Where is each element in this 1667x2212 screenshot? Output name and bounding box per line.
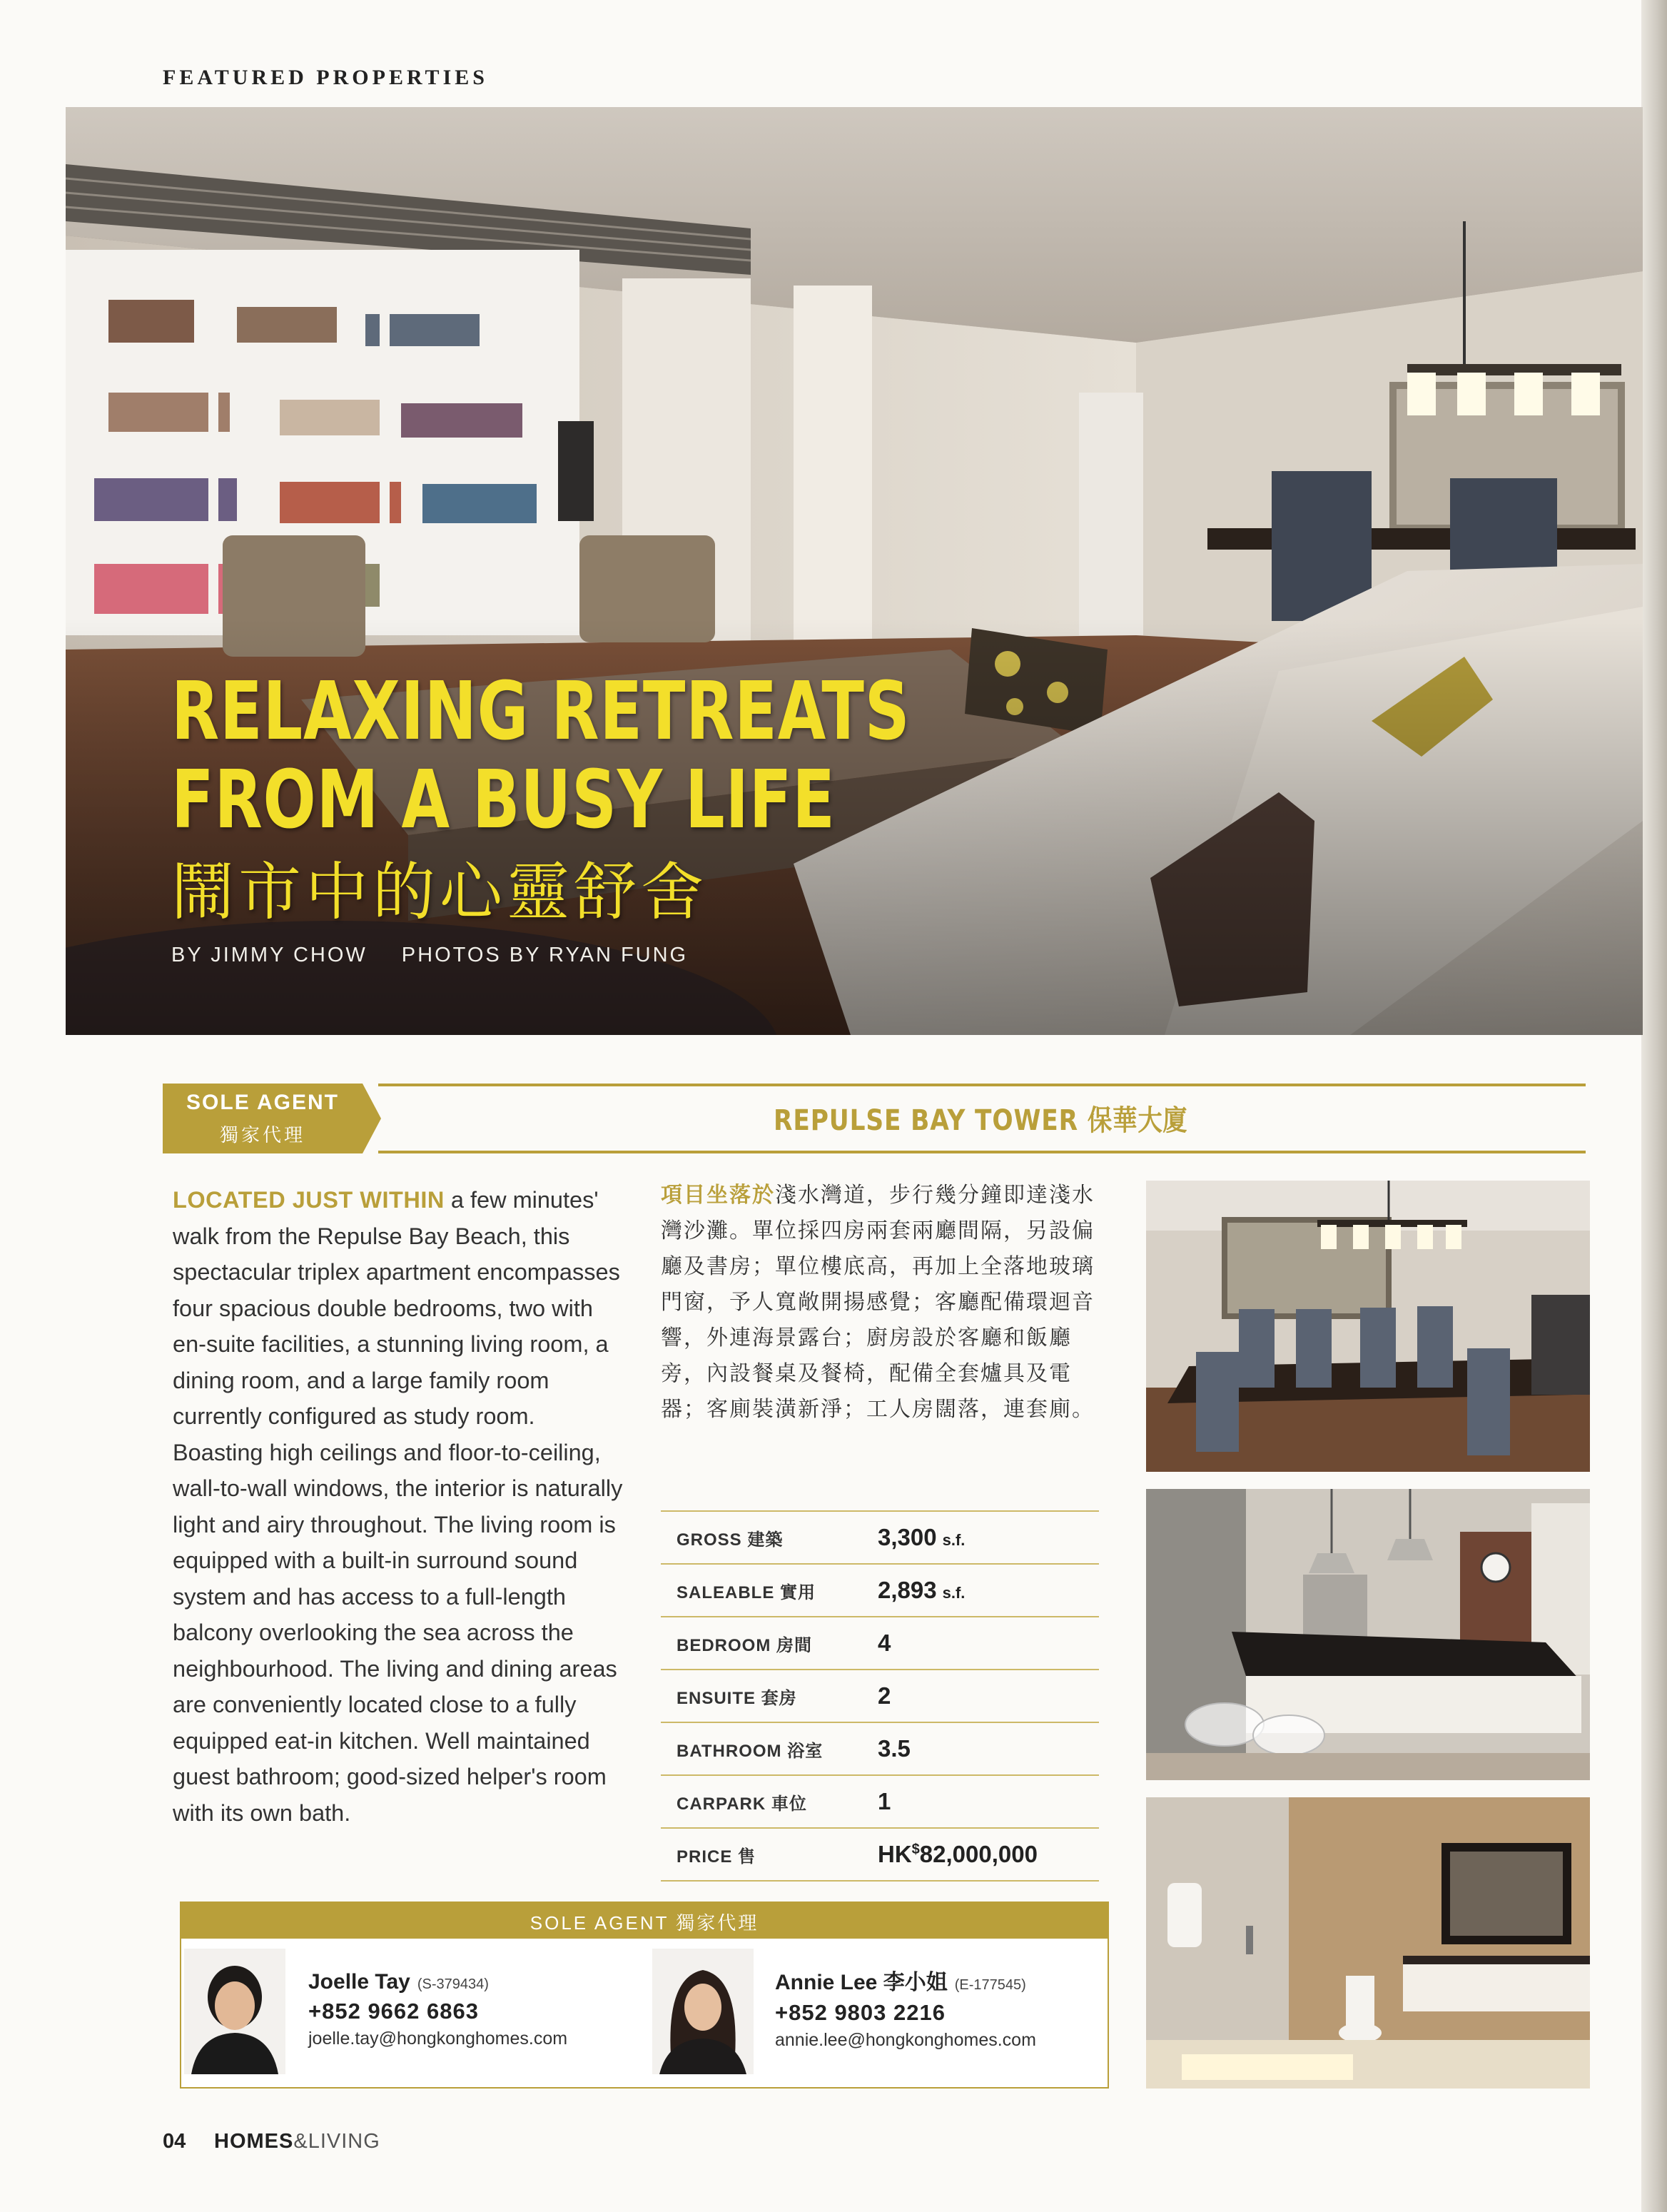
- fact-row-saleable: [661, 1563, 1099, 1616]
- divider-bottom: [378, 1151, 1586, 1153]
- page-binding-edge: [1641, 0, 1667, 2212]
- fact-row-bathroom: [661, 1722, 1099, 1774]
- sole-agent-tag-arrow: [363, 1084, 381, 1153]
- description-cn-lead: 項目坐落於: [661, 1183, 775, 1208]
- fact-row-carpark: [661, 1774, 1099, 1827]
- fact-value: 2: [878, 1682, 891, 1709]
- agent-photo-joelle: [184, 1949, 285, 2074]
- fact-label: GROSS 建築: [677, 1530, 784, 1550]
- sole-agent-tag-cn: 獨家代理: [219, 1124, 305, 1146]
- fact-label: ENSUITE 套房: [677, 1688, 797, 1708]
- fact-value: 2,893 s.f.: [878, 1577, 966, 1603]
- agent-phone[interactable]: +852 9803 2216: [775, 2000, 946, 2025]
- agent-card-joelle: [308, 1970, 567, 2049]
- headline-chinese: 鬧市中的心靈舒舍: [171, 855, 709, 929]
- agent-name: Annie Lee 李小姐 (E-177545): [775, 1971, 1026, 1994]
- fact-label: BEDROOM 房間: [677, 1635, 812, 1655]
- description-cn-text: 淺水灣道，步行幾分鐘即達淺水灣沙灘。單位採四房兩套兩廳間隔，另設偏廳及書房；單位樓底高，再加上全落地玻璃門窗，予人寬敞開揚感覺；客廳配備環迴音響，外連海景露台；廚房設於客廳和飯廳旁，內設餐桌及餐椅，配備全套爐具及電器；客廁裝潢新淨；工人房闊落，連套廁。: [661, 1183, 1095, 1422]
- property-facts-table: [661, 1510, 1099, 1882]
- fact-value: HK$82,000,000: [878, 1841, 1038, 1867]
- fact-row-gross: [661, 1510, 1099, 1563]
- agent-email[interactable]: joelle.tay@hongkonghomes.com: [308, 2029, 568, 2049]
- fact-label: SALEABLE 實用: [677, 1582, 816, 1602]
- agent-bar-label: SOLE AGENT 獨家代理: [530, 1912, 759, 1934]
- fact-row-price: [661, 1827, 1099, 1882]
- fact-value: 1: [878, 1788, 891, 1814]
- byline-author: BY JIMMY CHOW: [171, 944, 368, 966]
- headline-line-1: RELAXING RETREATS: [171, 665, 911, 758]
- fact-value: 3.5: [878, 1735, 911, 1762]
- property-title: REPULSE BAY TOWER 保華大廈: [774, 1104, 1188, 1137]
- headline: [171, 665, 911, 847]
- headline-line-2: FROM A BUSY LIFE: [171, 754, 836, 847]
- agent-photo-annie: [652, 1949, 754, 2074]
- bathroom-photo: [1146, 1797, 1590, 2089]
- description-text: a few minutes' walk from the Repulse Bay Beach, this spectacular triplex apartment encompasses four spacious double bedrooms, two with en-suite facilities, a stunning living room, a dining room, and a large family room currently configured as study room. Boasting high ceilings and floor-to-ceiling, wall-to-wall windows, the interior is naturally light and airy throughout. The living room is equipped with a built-in surround sound system and has access to a full-length balcony overlooking the sea across the neighbourhood. The living and dining areas are conveniently located close to a fully equipped eat-in kitchen. Well maintained guest bathroom; good-sized helper's room with its own bath.: [173, 1187, 623, 1826]
- byline-photos: PHOTOS BY RYAN FUNG: [401, 944, 689, 966]
- agent-name: Joelle Tay (S-379434): [308, 1970, 489, 1994]
- agent-phone[interactable]: +852 9662 6863: [308, 1999, 479, 2024]
- fact-row-ensuite: [661, 1669, 1099, 1722]
- dining-room-photo: [1146, 1181, 1590, 1472]
- divider-top: [378, 1084, 1586, 1086]
- fact-row-bedroom: [661, 1616, 1099, 1669]
- fact-label: CARPARK 車位: [677, 1794, 807, 1814]
- description-english: [173, 1182, 629, 1831]
- agent-email[interactable]: annie.lee@hongkonghomes.com: [775, 2030, 1036, 2050]
- magazine-brand: HOMES&LIVING: [214, 2130, 380, 2153]
- section-label: FEATURED PROPERTIES: [163, 66, 488, 89]
- byline: [171, 944, 722, 967]
- sole-agent-tag-en: SOLE AGENT: [186, 1091, 339, 1114]
- fact-value: 3,300 s.f.: [878, 1524, 966, 1550]
- fact-value: 4: [878, 1630, 891, 1656]
- kitchen-photo: [1146, 1489, 1590, 1780]
- fact-label: PRICE 售: [677, 1847, 756, 1867]
- description-chinese: [661, 1178, 1098, 1428]
- fact-label: BATHROOM 浴室: [677, 1741, 824, 1761]
- page-number: 04: [163, 2130, 186, 2153]
- agent-card-annie: [775, 1964, 1036, 2051]
- description-lead: LOCATED JUST WITHIN: [173, 1187, 445, 1213]
